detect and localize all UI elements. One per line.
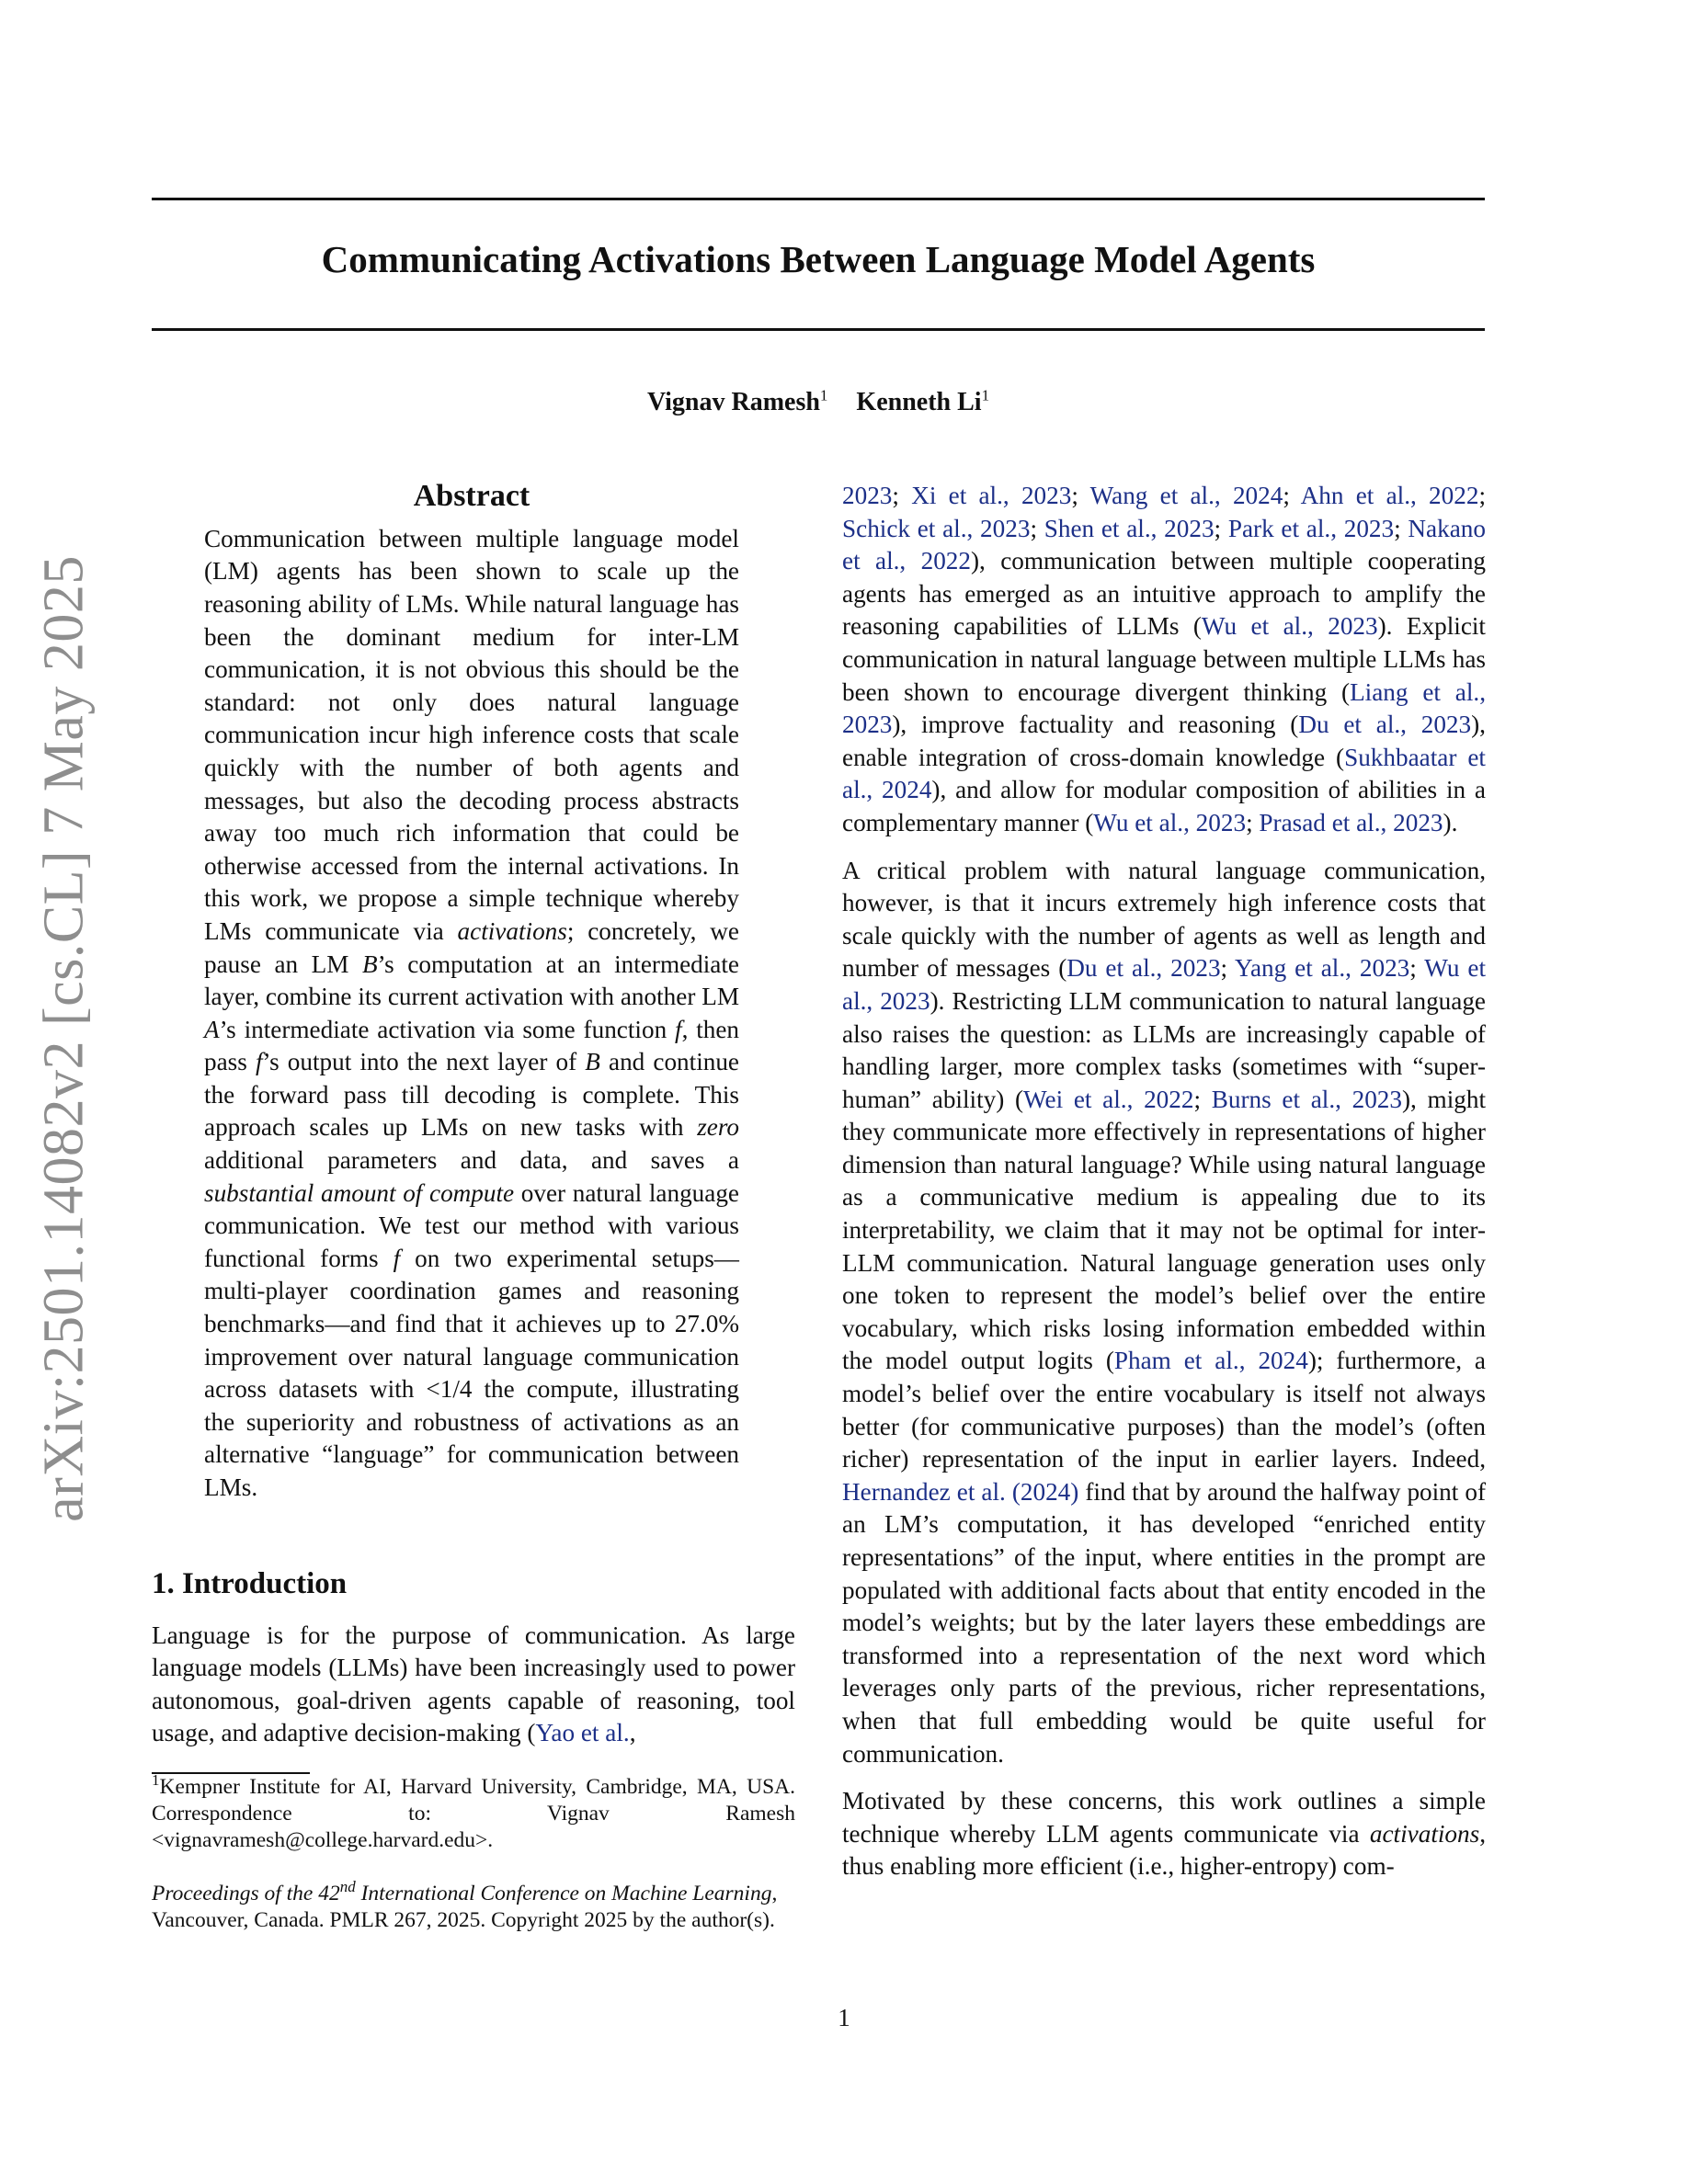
body-paragraph (842, 855, 1486, 1771)
proceedings-text: , Vancouver, Canada. PMLR 267, 2025. Copyright 2025 by the author(s). (152, 1882, 778, 1932)
citation-link[interactable]: Hernandez et al. (2024) (842, 1477, 1079, 1506)
citation-link[interactable]: Schick et al., 2023 (842, 514, 1031, 542)
body-text-run: ; (1193, 1085, 1212, 1113)
paper-title: Communicating Activations Between Language Model Agents (321, 238, 1316, 280)
body-text-run: ; (1214, 514, 1228, 542)
body-text-run: ). Restricting LLM communication to natural language also raises the question: as LLMs are increasingly capable of handling larger, more complex tasks (sometimes with “super-human” ability) ( (842, 986, 1486, 1113)
citation-link[interactable]: Pham et al., 2024 (1113, 1347, 1308, 1375)
citation-link[interactable]: Du et al., 2023 (1298, 711, 1472, 739)
math-symbol: f (675, 1015, 682, 1043)
body-text-run: ), and allow for modular composition of abilities in a complementary manner ( (842, 776, 1486, 836)
math-symbol: f (255, 1048, 263, 1076)
intro-paragraph (152, 1620, 795, 1750)
citation-link[interactable]: Burns et al., 2023 (1211, 1085, 1402, 1113)
abstract-text-run: on two experimental setups—multi-player coordination games and reasoning benchmarks—and find that it achieves up to 27.0% improvement over natural language communication across datasets with <1/4 the compute, illustrating the superiority and robustness of activations as an alternative “language” for communication between LMs. (204, 1244, 739, 1502)
math-symbol: B (585, 1048, 600, 1076)
body-paragraph (842, 1785, 1486, 1883)
abstract-text-run: additional parameters and data, and saves a (204, 1146, 739, 1175)
citation-link[interactable]: Shen et al., 2023 (1044, 514, 1215, 542)
body-text-run: ; (1283, 482, 1301, 509)
math-symbol: A (204, 1015, 220, 1043)
body-text-run: ). Explicit communication in natural language between multiple LLMs has been shown to encourage divergent thinking ( (842, 612, 1486, 706)
body-paragraph (842, 480, 1486, 840)
citation-link[interactable]: Wu et al., 2023 (842, 954, 1487, 1015)
abstract-emphasis: substantial amount of compute (204, 1178, 515, 1207)
body-text-run: , thus enabling more efficient (i.e., higher-entropy) com- (842, 1819, 1486, 1881)
arxiv-identifier-stamp: arXiv:2501.14082v2 [cs.CL] 7 May 2025 (32, 555, 96, 1522)
body-text-run: ). (1443, 808, 1458, 836)
section-heading: 1. Introduction (152, 1567, 348, 1600)
abstract-text-run: ’s computation at an intermediate layer, combine its current activation with another LM (204, 950, 739, 1011)
abstract-text-run: , then pass (204, 1015, 739, 1076)
citation-link[interactable]: Nakano et al., 2022 (842, 514, 1486, 575)
author-list (152, 386, 1485, 419)
citation-link[interactable]: Wei et al., 2022 (1023, 1085, 1194, 1113)
body-text-run: , (629, 1719, 636, 1747)
author-name: Kenneth Li (856, 388, 982, 416)
abstract-section (204, 478, 739, 1505)
footnote-text: Kempner Institute for AI, Harvard University, Cambridge, MA, USA. Correspondence to: Vignav Ramesh <vignavramesh@college.harvard.edu>. (152, 1775, 795, 1852)
citation-link[interactable]: 2023 (842, 482, 893, 509)
proceedings-text: International Conference on Machine Learning (355, 1882, 772, 1905)
abstract-emphasis: zero (697, 1113, 739, 1142)
author-1 (647, 386, 827, 419)
citation-link[interactable]: Xi et al., 2023 (911, 482, 1072, 509)
title-rule-top (152, 198, 1485, 200)
proceedings-note (152, 1878, 795, 1934)
body-text-run: ; (1409, 954, 1425, 983)
body-text-run: ; (1394, 514, 1409, 542)
author-name: Vignav Ramesh (646, 388, 820, 416)
math-symbol: B (362, 950, 378, 978)
affiliation-mark: 1 (819, 386, 828, 404)
body-text-run: ; (1478, 482, 1486, 509)
footnote-mark: 1 (152, 1771, 160, 1790)
introduction-section (152, 1566, 795, 1750)
proceedings-text: Proceedings of the 42 (152, 1882, 340, 1905)
body-text-run: ; (1220, 954, 1236, 983)
abstract-text-run: ’s intermediate activation via some function (219, 1015, 675, 1043)
body-text-run: ), improve factuality and reasoning ( (892, 711, 1299, 739)
page-number: 1 (838, 2004, 850, 2031)
abstract-text-run: and continue the forward pass till decoding is complete. This approach scales up LMs on new tasks with (204, 1048, 740, 1142)
citation-link[interactable]: Liang et al., 2023 (842, 677, 1486, 739)
abstract-emphasis: activations (457, 916, 567, 945)
abstract-heading: Abstract (413, 479, 530, 513)
body-text-run: ), communication between multiple cooperating agents has emerged as an intuitive approach to amplify the reasoning capabilities of LLMs ( (842, 547, 1487, 641)
citation-link[interactable]: Sukhbaatar et al., 2024 (842, 743, 1486, 804)
abstract-text-run: ’s output into the next layer of (262, 1048, 586, 1076)
math-symbol: f (393, 1244, 401, 1272)
title-rule-bottom (152, 328, 1485, 331)
abstract-text-run: over natural language communication. We test our method with various functional forms (204, 1178, 739, 1272)
body-text-run: find that by around the halfway point of an LM’s computation, it has developed “enriched entity representations” of the input, where entities in the prompt are populated with additional facts about that entity encoded in the model’s weights; but by the later layers these embeddings are transformed into a representation of the next word which leverages only parts of the previous, richer representations, when that full embedding would be quite useful for communication. (842, 1477, 1486, 1768)
citation-link[interactable]: Yang et al., 2023 (1235, 954, 1410, 983)
body-text-run: ; (892, 482, 912, 509)
abstract-text-run: ; concretely, we pause an LM (204, 916, 740, 978)
author-2 (856, 386, 989, 419)
body-text-run: ; (1246, 808, 1260, 836)
body-text-run: A critical problem with natural language communication, however, is that it incurs extremely high inference costs that scale quickly with the number of agents as well as length and number of messages ( (842, 856, 1486, 983)
abstract-text (204, 523, 739, 1505)
emphasis-text: activations (1369, 1819, 1480, 1848)
body-text-run: Motivated by these concerns, this work outlines a simple technique whereby LLM agents communicate via (842, 1787, 1486, 1848)
body-text-run: ), enable integration of cross-domain knowledge ( (842, 711, 1486, 771)
body-text-run: ); furthermore, a model’s belief over the entire vocabulary is itself not always better (for communicative purposes) than the model’s (often richer) representation of the input in earlier layers. Indeed, (842, 1347, 1486, 1473)
right-column (842, 480, 1486, 1898)
abstract-text-run: Communication between multiple language model (LM) agents has been shown to scale up the reasoning ability of LMs. While natural language has been the dominant medium for inter-LM communication, it is not obvious this should be the standard: not only does natural language communication incur high inference costs that scale quickly with the number of both agents and messages, but also the decoding process abstracts away too much rich information that could be otherwise accessed from the internal activations. In this work, we propose a simple technique whereby LMs communicate via (204, 524, 739, 945)
citation-link[interactable]: Wu et al., 2023 (1201, 612, 1378, 641)
body-text-run: Language is for the purpose of communication. As large language models (LLMs) have been increasingly used to power autonomous, goal-driven agents capable of reasoning, tool usage, and adaptive decision-making ( (152, 1621, 795, 1747)
citation-link[interactable]: Ahn et al., 2022 (1300, 482, 1479, 509)
citation-link[interactable]: Yao et al. (535, 1719, 630, 1747)
body-text-run: ), might they communicate more effectively in representations of higher dimension than natural language? While using natural language as a communicative medium is appealing due to its interpretability, we claim that it may not be optimal for inter-LLM communication. Natural language generation uses only one token to represent the model’s belief over the entire vocabulary, which risks losing information embedded within the model output logits ( (842, 1085, 1486, 1375)
body-text-run: ; (1030, 514, 1044, 542)
ordinal-superscript: nd (339, 1878, 356, 1896)
citation-link[interactable]: Park et al., 2023 (1227, 514, 1395, 542)
citation-link[interactable]: Prasad et al., 2023 (1259, 808, 1443, 836)
citation-link[interactable]: Du et al., 2023 (1066, 954, 1221, 983)
citation-link[interactable]: Wu et al., 2023 (1093, 808, 1247, 836)
citation-link[interactable]: Wang et al., 2024 (1089, 482, 1283, 509)
body-text-run: ; (1071, 482, 1090, 509)
affiliation-footnote (152, 1771, 795, 1854)
affiliation-mark: 1 (981, 386, 990, 404)
